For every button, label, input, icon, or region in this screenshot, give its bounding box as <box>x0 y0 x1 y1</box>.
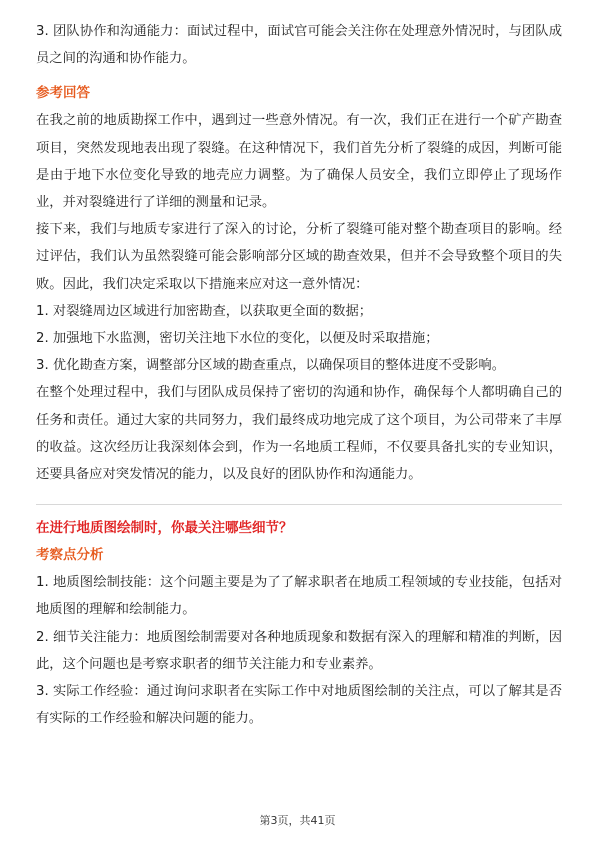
answer-list-item: 3. 优化勘查方案，调整部分区域的勘查重点，以确保项目的整体进度不受影响。 <box>36 358 506 374</box>
answer-heading: 参考回答 <box>36 85 90 102</box>
answer-paragraph: 在整个处理过程中，我们与团队成员保持了密切的沟通和协作，确保每个人都明确自己的任务和责任。通过大家的共同努力，我们最终成功地完成了这个项目，为公司带来了丰厚的收益。这次经历让我深刻体会到，作为一名地质工程师，不仅要具备扎实的专业知识，还要具备应对突发情况的能力，以及良好的团队协作和沟通能力。 <box>36 385 562 483</box>
question-heading: 在进行地质图绘制时，你最关注哪些细节？ <box>36 520 293 537</box>
answer-paragraph: 在我之前的地质勘探工作中，遇到过一些意外情况。有一次，我们正在进行一个矿产勘查项目，突然发现地表出现了裂缝。在这种情况下，我们首先分析了裂缝的成因，判断可能是由于地下水位变化导致的地壳应力调整。为了确保人员安全，我们立即停止了现场作业，并对裂缝进行了详细的测量和记录。 <box>36 113 562 211</box>
answer-list-item: 2. 加强地下水监测，密切关注地下水位的变化，以便及时采取措施； <box>36 331 439 347</box>
analysis-item: 1. 地质图绘制技能：这个问题主要是为了了解求职者在地质工程领域的专业技能，包括对地质图的理解和绘制能力。 <box>36 575 562 618</box>
page-footer: 第3页，共41页 <box>259 814 336 827</box>
answer-paragraph: 接下来，我们与地质专家进行了深入的讨论，分析了裂缝可能对整个勘查项目的影响。经过评估，我们认为虽然裂缝可能会影响部分区域的勘查效果，但并不会导致整个项目的失败。因此，我们决定采取以下措施来应对这一意外情况： <box>36 222 562 292</box>
answer-list-item: 1. 对裂缝周边区域进行加密勘查，以获取更全面的数据； <box>36 303 373 319</box>
analysis-item: 2. 细节关注能力：地质图绘制需要对各种地质现象和数据有深入的理解和精准的判断，因此，这个问题也是考察求职者的细节关注能力和专业素养。 <box>36 629 562 672</box>
document-page <box>36 18 562 732</box>
top-list-item: 3. 团队协作和沟通能力：面试过程中，面试官可能会关注你在处理意外情况时，与团队成员之间的沟通和协作能力。 <box>36 24 562 67</box>
analysis-heading: 考察点分析 <box>36 547 104 564</box>
analysis-item: 3. 实际工作经验：通过询问求职者在实际工作中对地质图绘制的关注点，可以了解其是否有实际的工作经验和解决问题的能力。 <box>36 684 562 727</box>
section-divider <box>36 504 562 505</box>
